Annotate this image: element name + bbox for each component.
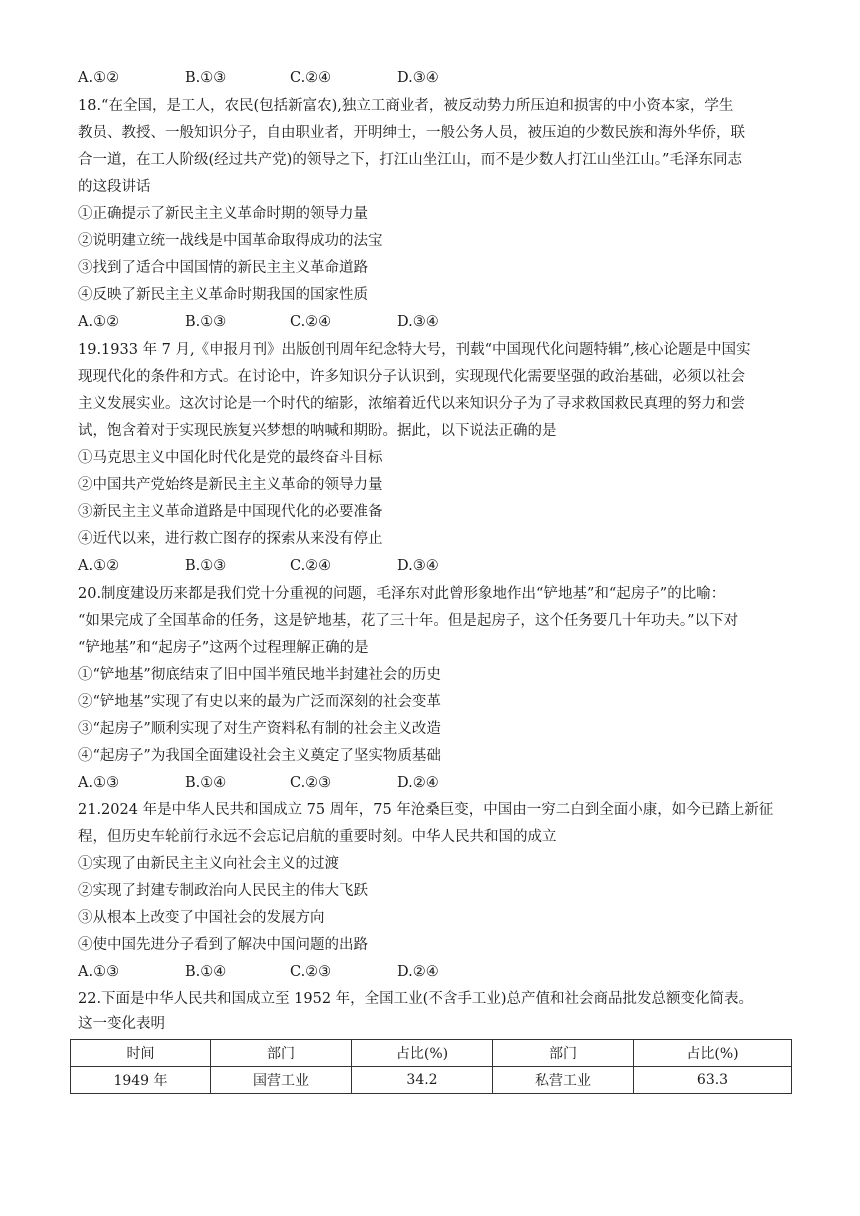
q20-item-3: ③“起房子”顺利实现了对生产资料私有制的社会主义改造	[78, 721, 441, 737]
q17-option-c[interactable]: C.②④	[290, 70, 332, 86]
q20-item-1: ①“铲地基”彻底结束了旧中国半殖民地半封建社会的历史	[78, 667, 441, 683]
q19-stem-line: 现现代化的条件和方式。在讨论中，许多知识分子认识到，实现现代化需要坚强的政治基础，必须以社会	[78, 369, 745, 385]
table-cell: 私营工业	[493, 1067, 634, 1094]
q22-stem-line: 22.下面是中华人民共和国成立至 1952 年，全国工业(不含手工业)总产值和社会商品批发总额变化简表。	[78, 991, 753, 1007]
table-header-cell: 占比(%)	[634, 1040, 792, 1067]
q21-stem-line: 21.2024 年是中华人民共和国成立 75 周年，75 年沧桑巨变，中国由一穷二白到全面小康，如今已踏上新征	[78, 802, 774, 818]
q19-stem-line: 主义发展实业。这次讨论是一个时代的缩影，浓缩着近代以来知识分子为了寻求救国救民真理的努力和尝	[78, 396, 745, 412]
q18-option-a[interactable]: A.①②	[78, 314, 120, 330]
q22-data-table	[70, 1039, 792, 1094]
q19-item-2: ②中国共产党始终是新民主主义革命的领导力量	[78, 477, 383, 493]
table-header-cell: 部门	[211, 1040, 352, 1067]
q19-option-c[interactable]: C.②④	[290, 558, 332, 574]
table-cell: 34.2	[352, 1067, 493, 1094]
q19-item-3: ③新民主主义革命道路是中国现代化的必要准备	[78, 504, 383, 520]
q19-item-4: ④近代以来，进行救亡图存的探索从来没有停止	[78, 531, 383, 547]
q18-option-c[interactable]: C.②④	[290, 314, 332, 330]
table-header-cell: 部门	[493, 1040, 634, 1067]
q20-option-b[interactable]: B.①④	[185, 775, 227, 791]
q17-option-d[interactable]: D.③④	[397, 70, 439, 86]
q21-item-4: ④使中国先进分子看到了解决中国问题的出路	[78, 937, 368, 953]
q21-option-b[interactable]: B.①④	[185, 964, 227, 980]
q20-option-d[interactable]: D.②④	[397, 775, 439, 791]
q19-option-a[interactable]: A.①②	[78, 558, 120, 574]
q21-stem-line: 程，但历史车轮前行永远不会忘记启航的重要时刻。中华人民共和国的成立	[78, 829, 557, 845]
q21-item-1: ①实现了由新民主主义向社会主义的过渡	[78, 856, 339, 872]
q20-stem-line: “如果完成了全国革命的任务，这是铲地基，花了三十年。但是起房子，这个任务要几十年功夫。”以下对	[78, 613, 739, 629]
q18-item-2: ②说明建立统一战线是中国革命取得成功的法宝	[78, 233, 383, 249]
q18-stem-line: 合一道，在工人阶级(经过共产党)的领导之下，打江山坐江山，而不是少数人打江山坐江山。”毛泽东同志	[78, 152, 742, 168]
q18-option-d[interactable]: D.③④	[397, 314, 439, 330]
q18-stem-line: 教员、教授、一般知识分子，自由职业者，开明绅士，一般公务人员，被压迫的少数民族和海外华侨，联	[78, 125, 745, 141]
q20-stem-line: 20.制度建设历来都是我们党十分重视的问题，毛泽东对此曾形象地作出“铲地基”和“起房子”的比喻：	[78, 586, 726, 602]
q22-stem-line: 这一变化表明	[78, 1016, 165, 1032]
q21-item-2: ②实现了封建专制政治向人民民主的伟大飞跃	[78, 883, 368, 899]
q19-option-b[interactable]: B.①③	[185, 558, 227, 574]
q17-option-a[interactable]: A.①②	[78, 70, 120, 86]
q20-option-a[interactable]: A.①③	[78, 775, 120, 791]
q19-stem-line: 19.1933 年 7 月,《申报月刊》出版创刊周年纪念特大号，刊载“中国现代化问题特辑”,核心论题是中国实	[78, 342, 751, 358]
q18-stem-line: 的这段讲话	[78, 179, 151, 195]
q19-item-1: ①马克思主义中国化时代化是党的最终奋斗目标	[78, 450, 383, 466]
q18-stem-line: 18.“在全国，是工人，农民(包括新富农),独立工商业者，被反动势力所压迫和损害的中小资本家，学生	[78, 98, 734, 114]
q20-stem-line: “铲地基”和“起房子”这两个过程理解正确的是	[78, 640, 369, 656]
q17-option-b[interactable]: B.①③	[185, 70, 227, 86]
q19-option-d[interactable]: D.③④	[397, 558, 439, 574]
table-header-row	[71, 1040, 792, 1067]
q19-stem-line: 试，饱含着对于实现民族复兴梦想的呐喊和期盼。据此，以下说法正确的是	[78, 423, 557, 439]
table-cell: 国营工业	[211, 1067, 352, 1094]
table-cell: 63.3	[634, 1067, 792, 1094]
q21-option-c[interactable]: C.②③	[290, 964, 332, 980]
table-header-cell: 占比(%)	[352, 1040, 493, 1067]
q18-option-b[interactable]: B.①③	[185, 314, 227, 330]
q21-option-d[interactable]: D.②④	[397, 964, 439, 980]
table-cell: 1949 年	[71, 1067, 211, 1094]
q20-item-2: ②“铲地基”实现了有史以来的最为广泛而深刻的社会变革	[78, 694, 441, 710]
table-header-cell: 时间	[71, 1040, 211, 1067]
table-row	[71, 1067, 792, 1094]
q18-item-4: ④反映了新民主主义革命时期我国的国家性质	[78, 287, 368, 303]
q21-item-3: ③从根本上改变了中国社会的发展方向	[78, 910, 325, 926]
q21-option-a[interactable]: A.①③	[78, 964, 120, 980]
q20-option-c[interactable]: C.②③	[290, 775, 332, 791]
q20-item-4: ④“起房子”为我国全面建设社会主义奠定了坚实物质基础	[78, 748, 441, 764]
q18-item-1: ①正确提示了新民主主义革命时期的领导力量	[78, 206, 368, 222]
q18-item-3: ③找到了适合中国国情的新民主主义革命道路	[78, 260, 368, 276]
